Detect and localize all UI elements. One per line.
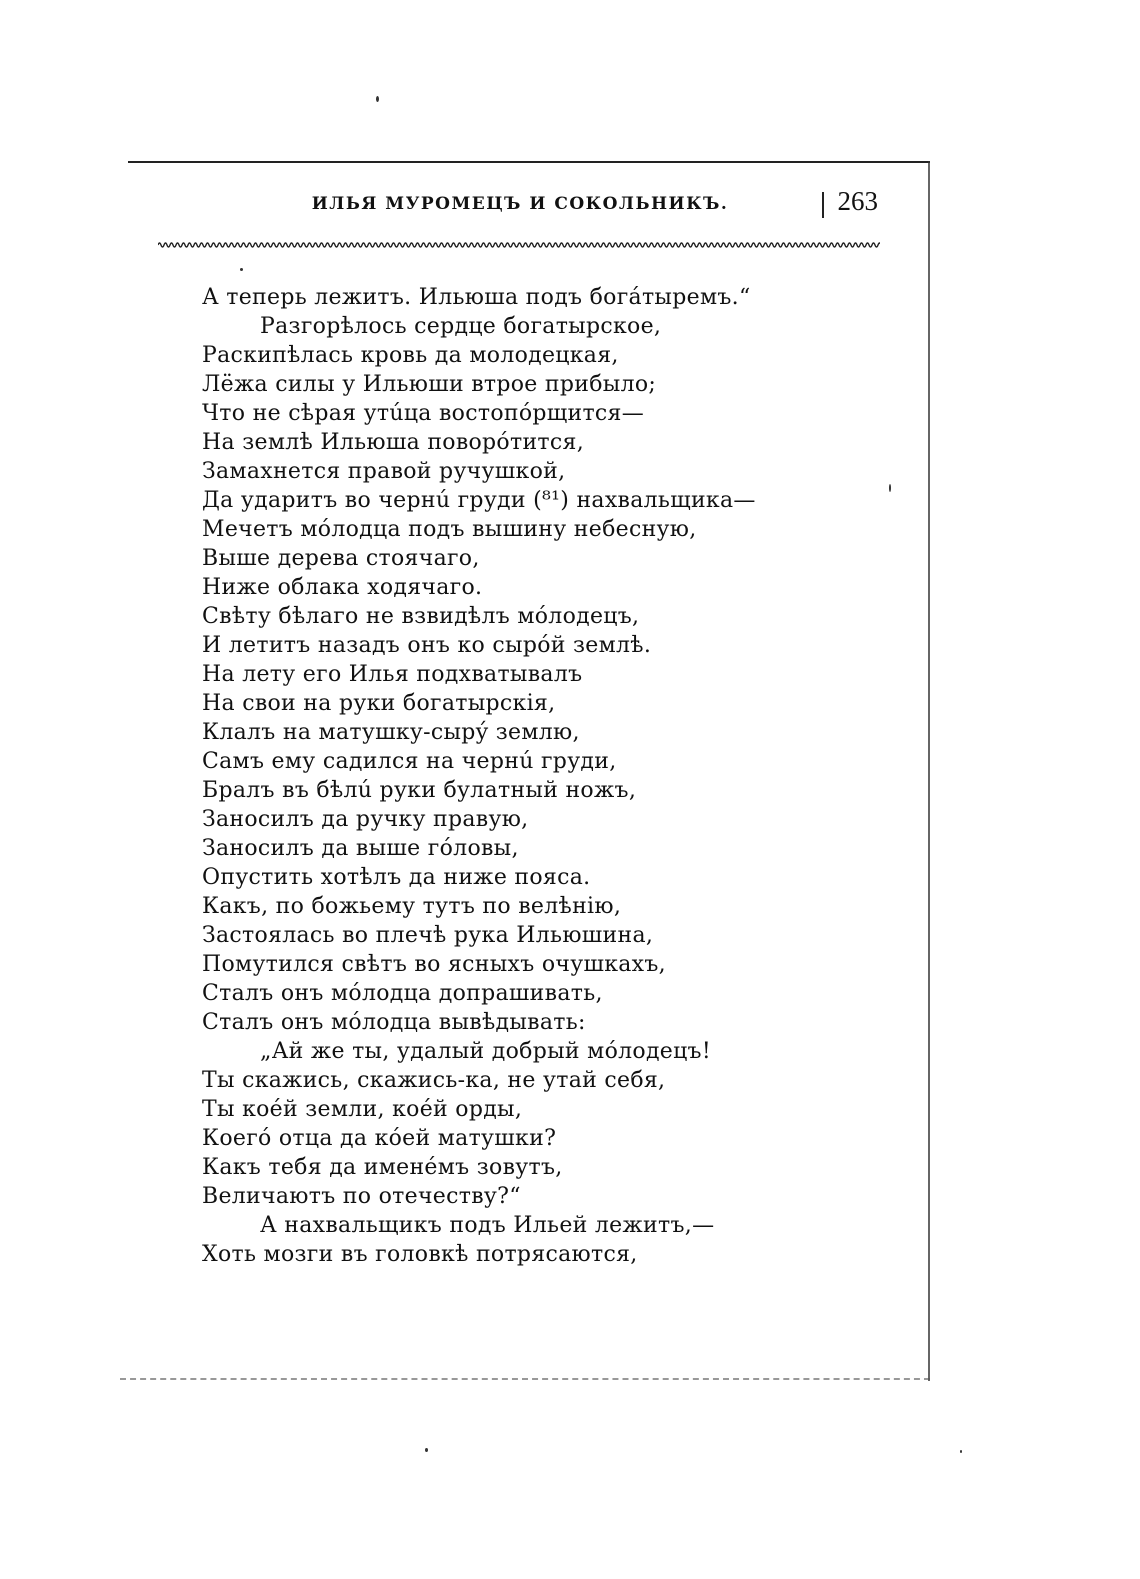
page-header xyxy=(150,186,890,226)
poem-line: Свѣту бѣлаго не взвидѣлъ мóлодецъ, xyxy=(202,604,640,629)
poem-line: Лёжа силы у Ильюши втрое прибыло; xyxy=(202,372,657,397)
poem-line: На землѣ Ильюша поворóтится, xyxy=(202,430,584,455)
poem-line: Хоть мозги въ головкѣ потрясаются, xyxy=(202,1242,638,1267)
poem-line: Коегó отца да кóей матушки? xyxy=(202,1126,557,1151)
poem-line: Мечетъ мóлодца подъ вышину небесную, xyxy=(202,517,697,542)
wavy-ornament-rule xyxy=(158,238,880,252)
poem-line: Ты коéй земли, коéй орды, xyxy=(202,1097,523,1122)
poem-line: На свои на руки богатырскія, xyxy=(202,691,556,716)
poem-line: Разгорѣлось сердце богатырское, xyxy=(260,314,662,339)
poem-line: Что не сѣрая утúца востопóрщится— xyxy=(202,401,645,426)
poem-line: Какъ тебя да именéмъ зовутъ, xyxy=(202,1155,563,1180)
running-title: ИЛЬЯ МУРОМЕЦЪ И СОКОЛЬНИКЪ. xyxy=(311,194,729,214)
page-number: 263 xyxy=(837,186,878,216)
print-speck xyxy=(376,96,379,102)
print-speck xyxy=(960,1450,962,1453)
poem-line: Замахнется правой ручушкой, xyxy=(202,459,566,484)
poem-body xyxy=(202,283,902,1269)
top-rule xyxy=(128,161,930,163)
poem-line: Какъ, по божьему тутъ по велѣнію, xyxy=(202,894,622,919)
poem-line: Ты скажись, скажись-ка, не утай себя, xyxy=(202,1068,666,1093)
poem-line: Самъ ему садился на чернú груди, xyxy=(202,749,617,774)
page-number-bar xyxy=(822,192,824,218)
poem-line: Сталъ онъ мóлодца допрашивать, xyxy=(202,981,603,1006)
poem-line: Раскипѣлась кровь да молодецкая, xyxy=(202,343,619,368)
poem-line: На лету его Илья подхватывалъ xyxy=(202,662,583,687)
poem-line: Выше дерева стоячаго, xyxy=(202,546,480,571)
poem-line: А теперь лежитъ. Ильюша подъ богáтыремъ.“ xyxy=(202,285,751,310)
poem-line: Заносилъ да ручку правую, xyxy=(202,807,529,832)
poem-line: „Ай же ты, удалый добрый мóлодецъ! xyxy=(260,1039,711,1064)
poem-line: Да ударитъ во чернú груди (⁸¹) нахвальщика— xyxy=(202,488,756,513)
poem-line: А нахвальщикъ подъ Ильей лежитъ,— xyxy=(260,1213,715,1238)
print-speck xyxy=(240,268,243,271)
poem-line: Ниже облака ходячаго. xyxy=(202,575,483,600)
poem-line: Клалъ на матушку-сырý землю, xyxy=(202,720,580,745)
poem-line: Величаютъ по отечеству?“ xyxy=(202,1184,521,1209)
poem-line: Заносилъ да выше гóловы, xyxy=(202,836,519,861)
print-speck xyxy=(889,484,891,492)
poem-line: Сталъ онъ мóлодца вывѣдывать: xyxy=(202,1010,586,1035)
poem-line: Бралъ въ бѣлú руки булатный ножъ, xyxy=(202,778,637,803)
print-speck xyxy=(425,1448,428,1452)
poem-line: И летитъ назадъ онъ ко сырóй землѣ. xyxy=(202,633,652,658)
right-margin-rule xyxy=(928,161,930,1381)
poem-line: Застоялась во плечѣ рука Ильюшина, xyxy=(202,923,654,948)
poem-line: Опустить хотѣлъ да ниже пояса. xyxy=(202,865,591,890)
bottom-rule xyxy=(120,1378,930,1380)
poem-line: Помутился свѣтъ во ясныхъ очушкахъ, xyxy=(202,952,666,977)
